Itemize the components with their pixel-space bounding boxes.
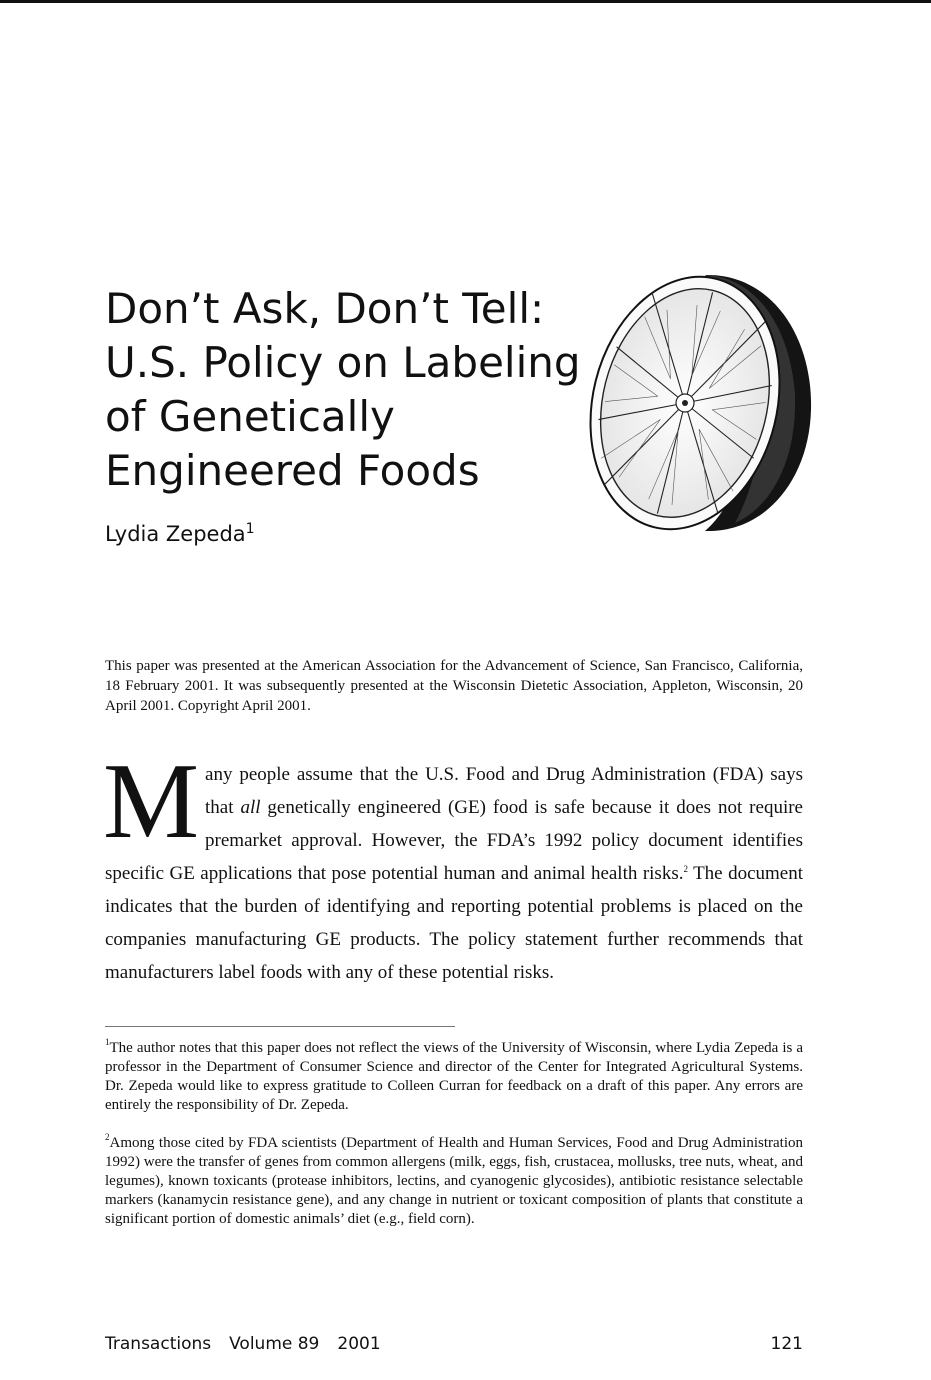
- title-line: U.S. Policy on Labeling: [105, 338, 581, 387]
- footnote-rule: [105, 1026, 455, 1027]
- journal-year: 2001: [337, 1334, 381, 1354]
- title-line: of Genetically: [105, 392, 395, 441]
- footnote-text: Among those cited by FDA scientists (Department of Health and Human Services, Food and Drug Administration 1992) were the transfer of genes from common allergens (milk, eggs, fish, crustacea, mollusks, tree nuts, wheat, and legumes), known toxicants (protease inhibitors, lectins, and cyanogenic glycosides), antibiotic resistance selectable markers (kanamycin resistance gene), and any change in nutrient or toxicant composition of plants that constitute a significant portion of domestic animals’ diet (e.g., field corn).: [105, 1135, 803, 1227]
- body-text-part: any people assume that the U.S. Food and Drug Administration (FDA) says that: [205, 764, 803, 818]
- emphasis: all: [240, 797, 261, 818]
- drop-cap: M: [103, 742, 200, 861]
- body-paragraph: [103, 742, 803, 989]
- body-text-part: The document indicates that the burden of identifying and reporting potential problems is placed on the companies manufacturing GE products. The policy statement further recommends that manufacturers label foods with any of these potential risks.: [105, 863, 803, 983]
- journal-citation: [105, 1334, 399, 1354]
- author-line: [105, 522, 255, 546]
- title-line: Don’t Ask, Don’t Tell:: [105, 284, 545, 333]
- author-name: Lydia Zepeda: [105, 522, 246, 546]
- author-footnote-marker: 1: [245, 521, 255, 537]
- title-line: Engineered Foods: [105, 446, 480, 495]
- presentation-note: This paper was presented at the American Association for the Advancement of Science, San Francisco, California, 18 February 2001. It was subsequently presented at the Wisconsin Dietetic Association, Appleton, Wisconsin, 20 April 2001. Copyright April 2001.: [105, 658, 803, 714]
- footnote-2: [105, 1134, 803, 1229]
- article-title: [105, 282, 605, 498]
- top-rule: [0, 0, 931, 3]
- footnote-text: The author notes that this paper does not reflect the views of the University of Wisconsin, where Lydia Zepeda is a professor in the Department of Consumer Science and director of the Center for Integrated Agricultural Systems. Dr. Zepeda would like to express gratitude to Colleen Curran for feedback on a draft of this paper. Any errors are entirely the responsibility of Dr. Zepeda.: [105, 1040, 803, 1113]
- citrus-illustration: [585, 265, 815, 540]
- page-number: 121: [770, 1334, 803, 1354]
- footnote-marker: 1: [105, 1037, 110, 1047]
- journal-name: Transactions: [105, 1334, 212, 1354]
- footnote-marker: 2: [105, 1132, 110, 1142]
- footnote-1: [105, 1039, 803, 1115]
- journal-volume: Volume 89: [229, 1334, 320, 1354]
- footnote-reference: 2: [683, 864, 688, 874]
- body-text-part: genetically engineered (GE) food is safe because it does not require premarket approval. However, the FDA’s 1992 policy document identifies specific GE applications that pose potential human and animal health risks.: [105, 797, 803, 884]
